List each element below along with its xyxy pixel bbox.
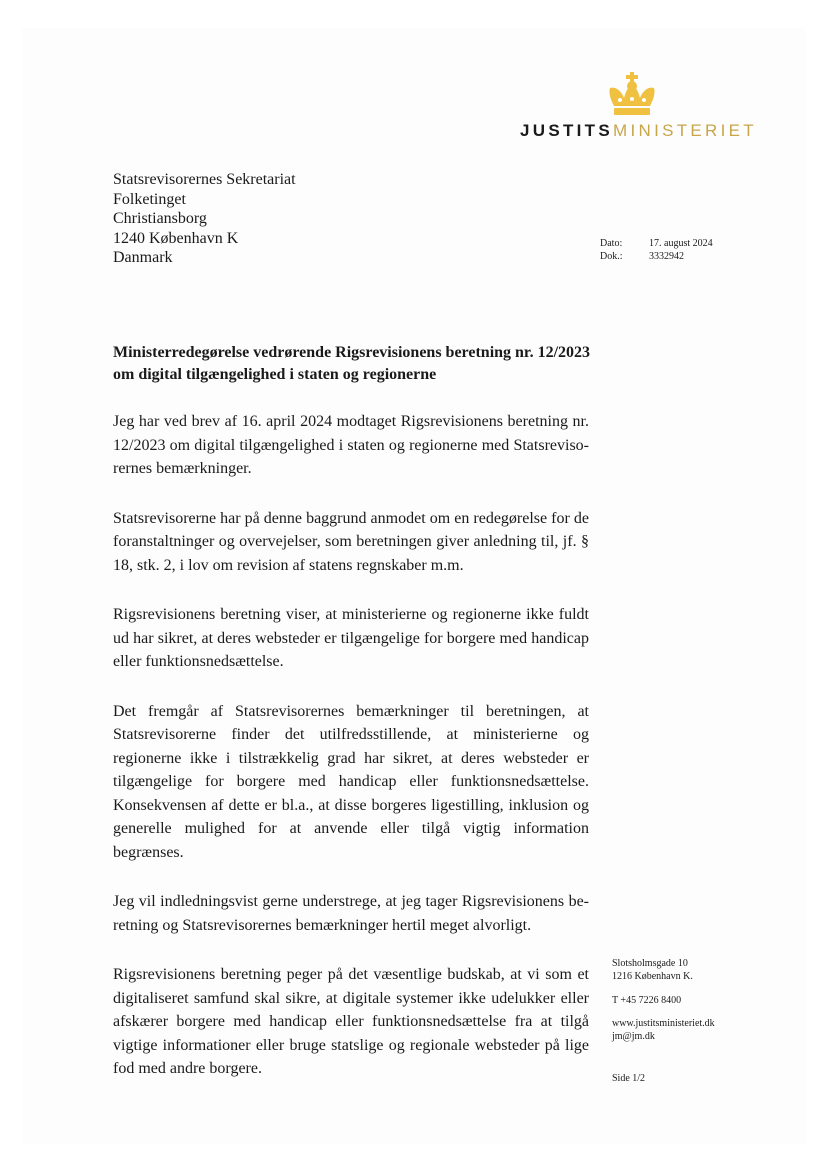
address-line: Folketinget [113,190,186,208]
doc-label: Dok.: [600,251,623,262]
address-line: Danmark [113,249,173,266]
date-label: Dato: [600,238,623,249]
crown-icon [606,72,658,116]
page-number: Side 1/2 [612,1073,646,1084]
footer-street: Slotsholmsgade 10 [612,958,688,969]
recipient-address [113,170,296,268]
paragraph: Rigsrevisionens beretning viser, at ministerierne og regionerne ikke fuldt ud har sikret, at deres websteder er tilgængelige for borgere med handicap eller funktionsnedsættelse. [113,606,589,670]
address-line: Christiansborg [113,210,207,227]
sender-contact [612,957,715,1043]
address-line: 1240 København K [113,229,239,247]
paragraph: Jeg har ved brev af 16. april 2024 modtaget Rigsrevisionens beretning nr. 12/2023 om digital tilgængelighed i staten og regionerne med Statsrevisorernes bemærkninger. [113,413,589,477]
ministry-logo [520,121,757,141]
letter-body [113,410,589,1107]
logo-part-ministeriet: MINISTERIET [613,121,757,140]
paragraph: Jeg vil indledningsvist gerne understrege, at jeg tager Rigsrevisionens beretning og Statsrevisorernes bemærkninger hertil meget alvorligt. [113,893,589,934]
doc-value: 3332942 [649,251,684,262]
paragraph: Det fremgår af Statsrevisorernes bemærkninger til beretningen, at Statsrevisorerne finder det utilfredsstillende, at ministerierne og regionerne ikke i tilstrækkelig grad har sikret, at deres websteder er tilgængelige for borgere med handicap eller funktionsnedsættelse. Konsekvensen af dette er bl.a., at disse borgeres ligestilling, inklusion og generelle mulighed for at anvende eller tilgå vigtig information begrænses. [113,702,589,861]
address-line: Statsrevisorernes Sekretariat [113,171,296,188]
paragraph: Rigsrevisionens beretning peger på det væsentlige budskab, at vi som et digitaliseret samfund skal sikre, at digitale systemer ikke udelukker eller afskærer borgere med handicap eller funktionsnedsættelse fra at tilgå vigtige informationer eller bruge statslige og regionale websteder på lige fod med andre borgere. [113,966,589,1077]
document-meta [600,237,713,263]
logo-part-justits: JUSTITS [520,121,614,140]
footer-phone: T +45 7226 8400 [612,995,682,1006]
footer-email: jm@jm.dk [612,1031,655,1042]
footer-city: 1216 København K. [612,971,693,982]
paragraph: Statsrevisorerne har på denne baggrund anmodet om en redegørelse for de foranstaltninger og overvejelser, som beretningen giver anledning til, jf. § 18, stk. 2, i lov om revision af statens regnskaber m.m. [113,509,589,574]
footer-website: www.justitsministeriet.dk [612,1018,715,1029]
date-value: 17. august 2024 [649,238,713,249]
letter-heading: Ministerredegørelse vedrørende Rigsrevisionens beretning nr. 12/2023 om digital tilgængelighed i staten og regionerne [113,344,591,383]
